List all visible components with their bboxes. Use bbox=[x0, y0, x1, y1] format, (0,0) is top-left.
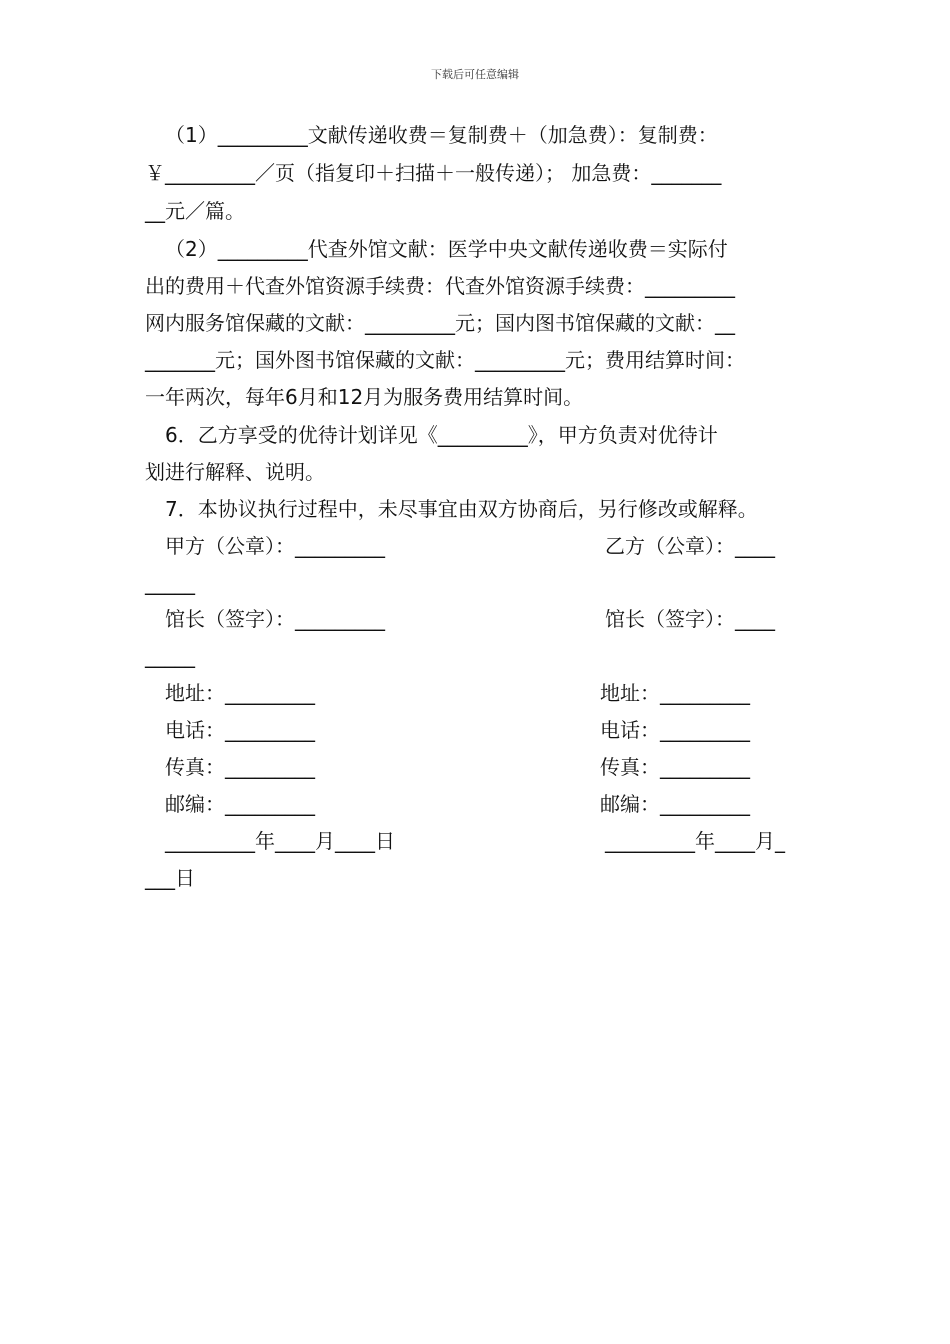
party-a-postcode: 邮编：_________ bbox=[165, 792, 315, 816]
clause-2-line-1: （2）_________代查外馆文献：医学中央文献传递收费＝实际付 bbox=[165, 237, 728, 261]
clause-2-line-2: 出的费用＋代查外馆资源手续费：代查外馆资源手续费：_________ bbox=[145, 274, 735, 298]
party-a-seal: 甲方（公章）：_________ bbox=[165, 534, 385, 558]
clause-7-line-1: 7．本协议执行过程中，未尽事宜由双方协商后，另行修改或解释。 bbox=[165, 497, 758, 521]
clause-1-line-1: （1）_________文献传递收费＝复制费＋（加急费）：复制费： bbox=[165, 123, 718, 147]
party-a-phone: 电话：_________ bbox=[165, 718, 315, 742]
party-b-date: _________年____月_ bbox=[605, 829, 785, 853]
party-b-director: 馆长（签字）：____ bbox=[605, 607, 775, 631]
clause-2-line-4: _______元；国外图书馆保藏的文献：_________元；费用结算时间： bbox=[145, 348, 745, 372]
clause-1-line-2: ￥_________／页（指复印＋扫描＋一般传递）； 加急费：_______ bbox=[145, 161, 722, 185]
clause-2-line-3: 网内服务馆保藏的文献：_________元；国内图书馆保藏的文献：__ bbox=[145, 311, 735, 335]
party-b-director-continued: _____ bbox=[145, 644, 195, 668]
party-a-address: 地址：_________ bbox=[165, 681, 315, 705]
party-a-fax: 传真：_________ bbox=[165, 755, 315, 779]
party-b-seal-continued: _____ bbox=[145, 571, 195, 595]
party-b-seal: 乙方（公章）：____ bbox=[605, 534, 775, 558]
party-b-address: 地址：_________ bbox=[600, 681, 750, 705]
clause-6-line-2: 划进行解释、说明。 bbox=[145, 460, 325, 484]
party-a-date: _________年____月____日 bbox=[165, 829, 395, 853]
party-a-director: 馆长（签字）：_________ bbox=[165, 607, 385, 631]
party-b-phone: 电话：_________ bbox=[600, 718, 750, 742]
party-b-postcode: 邮编：_________ bbox=[600, 792, 750, 816]
party-b-fax: 传真：_________ bbox=[600, 755, 750, 779]
clause-1-line-3: __元／篇。 bbox=[145, 199, 245, 223]
clause-6-line-1: 6．乙方享受的优待计划详见《_________》，甲方负责对优待计 bbox=[165, 423, 718, 447]
clause-2-line-5: 一年两次，每年6月和12月为服务费用结算时间。 bbox=[145, 385, 584, 409]
party-b-date-continued: ___日 bbox=[145, 866, 195, 890]
page-header: 下载后可任意编辑 bbox=[431, 68, 519, 81]
